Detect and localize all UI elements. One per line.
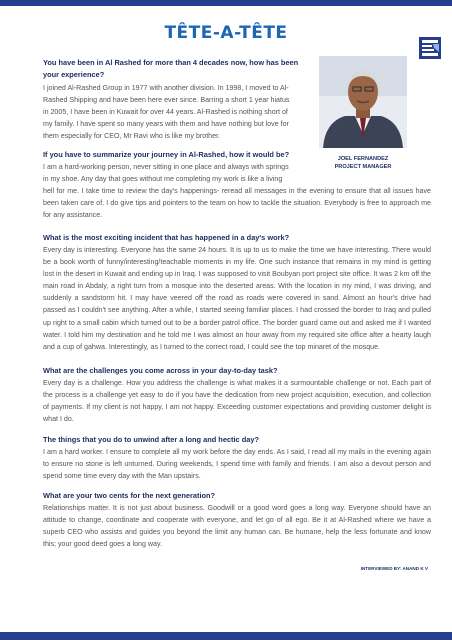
profile-name: JOEL FERNANDEZ: [337, 156, 389, 162]
portrait-photo: [319, 56, 407, 148]
answer-line: in my shoe. Any day that goes without me completing my work is like a living: [43, 175, 283, 184]
question-challenges: What are the challenges you come across in your day-to-day task?: [43, 366, 278, 375]
answer-journey: hell for me. I take time to review the day's happenings- reread all messages in the evening to ensure that all issues have been taken care of. I do give tips and pointers to the team on how to tackle the situation. Everybody is free to approach me for any assistance.: [43, 187, 431, 220]
page-title: TÊTE-A-TÊTE: [164, 23, 288, 43]
answer-line: them especially for CEO, Mr Ravi who is like my brother.: [43, 132, 221, 141]
question-next-generation: What are your two cents for the next generation?: [43, 491, 216, 500]
question-experience: You have been in Al Rashed for more than 4 decades now, how has been: [43, 58, 299, 67]
answer-unwind: I am a hard worker. I ensure to complete all my work before the day ends. As I said, I read all my mails in the evening again to ensure no stone is left unturned. During weekends, I spend time with family and friends. I am also a devout person and spend some time every day with the Man upstairs.: [43, 448, 431, 481]
answer-experience: [43, 82, 305, 142]
answer-next-generation: Relationships matter. It is not just about business. Goodwill or a good word goes a long way. Everyone should have an attitude to change, coordinate and cooperate with everyone, and let go of all ego. Be it at Al-Rashed where we have a superb CEO who assists and guides you beyond the limit any human can. Be humane, help the less fortunate and know this; your good deed goes a long way.: [43, 504, 431, 549]
answer-line: I am a hard-working person, never sitting in one place and always with springs: [43, 163, 289, 171]
answer-challenges: Every day is a challenge. How you address the challenge is what makes it a surmountable challenge or not. Each part of the process is a challenge yet easy to do if you have the dedication from new project acquisition, execution, and collection of payments. If my client is not happy, I am not happy. Exceeding customer expectations and providing customer delight is what I do.: [43, 379, 431, 424]
answer-line: Rashed Shipping and have been here ever since. Barring a short 1 year hiatus: [43, 96, 290, 105]
top-accent-bar: [0, 0, 452, 6]
answer-line: in 2005, I have been in Kuwait for over 44 years. Al-Rashed is nothing short of: [43, 108, 288, 117]
question-journey: If you have to summarize your journey in Al-Rashed, how it would be?: [43, 150, 290, 159]
question-exciting-incident: What is the most exciting incident that has happened in a day's work?: [43, 233, 290, 242]
profile-role: PROJECT MANAGER: [334, 164, 392, 170]
answer-line: my family. I have spent so many years with them and have nothing but love for: [43, 120, 289, 129]
interviewer-credit: INTERVIEWED BY: ANAND K V: [360, 566, 428, 571]
bottom-accent-bar: [0, 632, 452, 640]
question-unwind: The things that you do to unwind after a long and hectic day?: [43, 435, 259, 444]
answer-line: I joined Al-Rashed Group in 1977 with another division. In 1998, I moved to Al-: [43, 84, 289, 92]
answer-journey-top: [43, 161, 305, 185]
question-experience-cont: your experience?: [43, 70, 105, 79]
answer-exciting-incident: Every day is interesting. Everyone has the same 24 hours. It is up to us to make the time we have interesting. There would be a book worth of funny/interesting/teachable moments in my life. One such instance that remains in my mind is getting lost in the desert in Kuwait and ending up in Iraq. I was supposed to visit Boubyan port project site office. It was 2 km off the main road in Abdaly, a right turn from a mosque into the deserted areas. With the location in my mind, I was driving, and suddenly a sandstorm hit. I may have veered off the road as roads were covered in sand. Almost an hour's drive had passed as I couldn't see anything. After a while, I started seeing familiar places. I had crossed the border to Iraq and pulled up right to a small cabin which turned out to be a border patrol office. The border guard came out and asked me if I wanted water. I told him my destination and he told me I was almost an hour away from my required site office after a hearty laugh and a cup of gahwa. Interestingly, as I turned to the correct road, I could see the top minaret of the mosque.: [43, 246, 431, 351]
